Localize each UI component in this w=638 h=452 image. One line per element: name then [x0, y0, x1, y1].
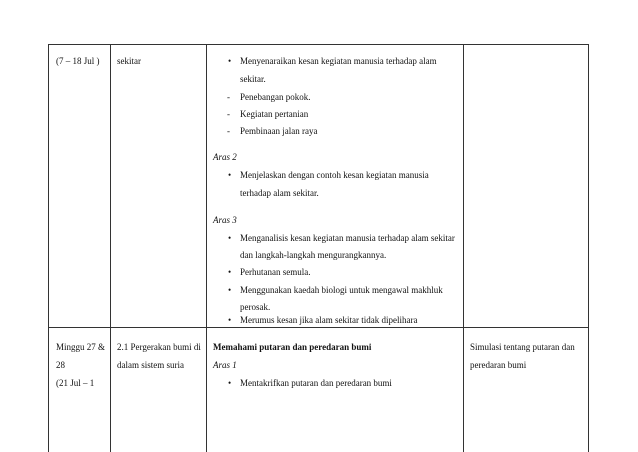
row-divider [48, 327, 589, 328]
dash-marker: - [227, 126, 230, 136]
aras3-objective-3-cont: perosak. [240, 302, 271, 312]
activity-cell-line1: Simulasi tentang putaran dan [470, 342, 575, 352]
dash-item-2: Kegiatan pertanian [240, 109, 309, 119]
activity-cell-line2: peredaran bumi [470, 360, 527, 370]
bullet-icon: • [228, 267, 232, 277]
aras2-label: Aras 2 [213, 152, 237, 162]
table-right-border [588, 44, 589, 452]
objective-text: Menyenaraikan kesan kegiatan manusia terhadap alam [240, 56, 437, 66]
bullet-icon: • [228, 170, 232, 180]
table-left-border [48, 44, 49, 452]
column-divider-2 [206, 44, 207, 452]
aras2-objective-cont: terhadap alam sekitar. [240, 188, 319, 198]
aras3-objective-1: Menganalisis kesan kegiatan manusia terhadap alam sekitar [240, 233, 455, 243]
aras3-objective-4: Merumus kesan jika alam sekitar tidak dipelihara [240, 315, 418, 325]
topic-cell-line1: 2.1 Pergerakan bumi di [117, 342, 201, 352]
table-top-border [48, 44, 589, 45]
week-cell-line2: 28 [56, 360, 65, 370]
dash-marker: - [227, 109, 230, 119]
bullet-icon: • [228, 56, 232, 66]
aras3-label: Aras 3 [213, 215, 237, 225]
aras1-label: Aras 1 [213, 360, 237, 370]
bullet-icon: • [228, 233, 232, 243]
topic-cell: sekitar [117, 56, 141, 66]
aras1-objective: Mentakrifkan putaran dan peredaran bumi [240, 378, 392, 388]
bullet-icon: • [228, 285, 232, 295]
objective-text-cont: sekitar. [240, 74, 266, 84]
bullet-icon: • [228, 315, 232, 325]
section-heading: Memahami putaran dan peredaran bumi [213, 342, 372, 352]
aras3-objective-3: Menggunakan kaedah biologi untuk mengawal makhluk [240, 285, 443, 295]
aras2-objective: Menjelaskan dengan contoh kesan kegiatan manusia [240, 170, 429, 180]
dash-item-3: Pembinaan jalan raya [240, 126, 318, 136]
column-divider-3 [463, 44, 464, 452]
dash-marker: - [227, 92, 230, 102]
aras3-objective-1-cont: dan langkah-langkah mengurangkannya. [240, 250, 387, 260]
week-cell: (7 – 18 Jul ) [56, 56, 100, 66]
aras3-objective-2: Perhutanan semula. [240, 267, 311, 277]
column-divider-1 [110, 44, 111, 452]
dash-item-1: Penebangan pokok. [240, 92, 311, 102]
bullet-icon: • [228, 378, 232, 388]
topic-cell-line2: dalam sistem suria [117, 360, 184, 370]
week-cell-line3: (21 Jul – 1 [56, 378, 95, 388]
week-cell-line1: Minggu 27 & [56, 342, 106, 352]
